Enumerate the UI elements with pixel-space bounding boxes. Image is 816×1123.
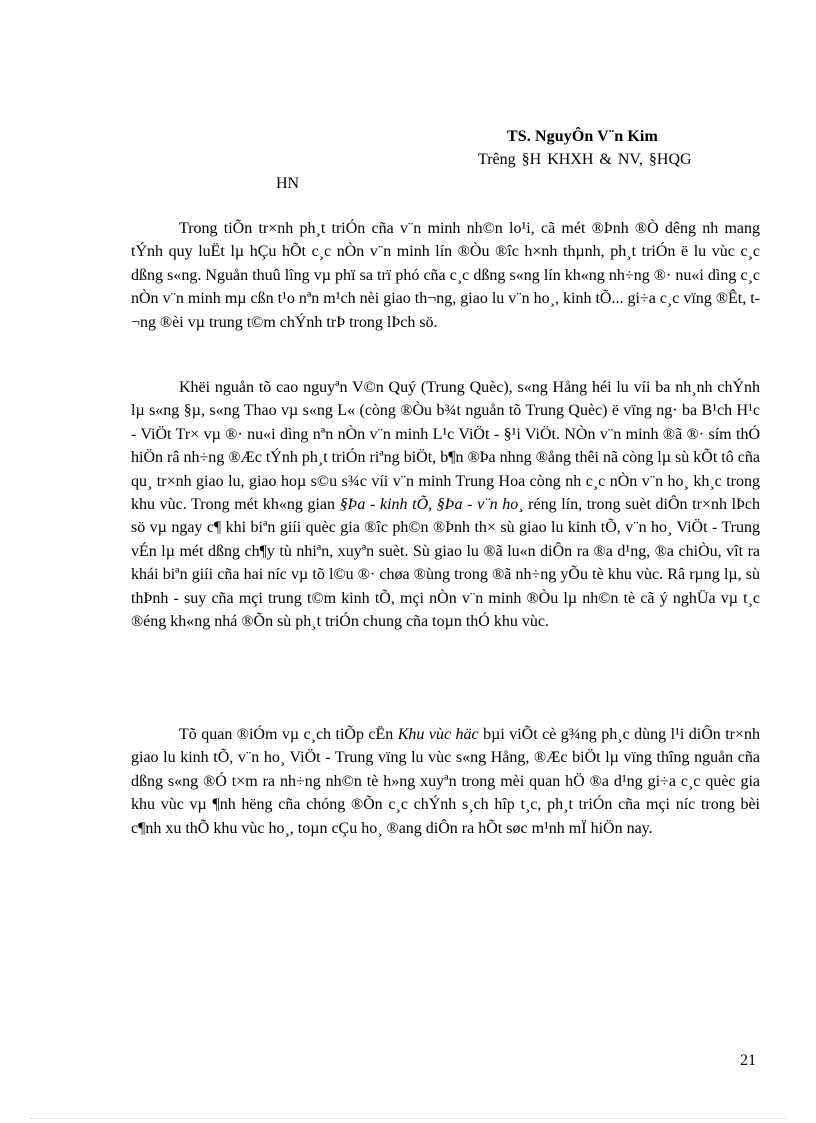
author-affiliation: Trêng §H KHXH & NV, §HQG bbox=[478, 151, 692, 168]
paragraph-1 bbox=[131, 217, 760, 334]
author-name: TS. NguyÔn V¨n Kim bbox=[507, 128, 658, 145]
page-number: 21 bbox=[740, 1052, 756, 1069]
paragraph-1-text: Trong tiÕn tr×nh ph¸t triÓn cña v¨n minh nh©n lo¹i, cã mét ®Þnh ®Ò dêng nh mang tÝnh quy luËt lµ hÇu hÕt c¸c nÒn v¨n minh lín ®Òu ®îc h×nh thµnh, ph¸t triÓn ë lu vùc c¸c dßng s«ng. Nguån thuû lîng vµ phï sa trï phó cña c¸c dßng s«ng lín kh«ng nh÷ng ®· nu«i dìng c¸c nÒn v¨n minh mµ cßn t¹o nªn m¹ch nèi giao th¬ng, giao lu v¨n ho¸, kinh tÕ... gi÷a c¸c vïng ®Êt, t¬ng ®èi vµ trung t©m chÝnh trÞ trong lÞch sö. bbox=[131, 220, 760, 331]
paragraph-3-text-after: bµi viÕt cè g¾ng ph¸c dùng l¹i diÔn tr×nh giao lu kinh tÕ, v¨n ho¸ ViÖt - Trung vïng lu vùc s«ng Hång, ®Æc biÖt lµ vïng thîng nguån cña dßng s«ng ®Ó t×m ra nh÷ng nh©n tè h»ng xuyªn trong mèi quan hÖ ®a d¹ng gi÷a c¸c quèc gia khu vùc vµ ¶nh hëng cña chóng ®Õn c¸c chÝnh s¸ch hîp t¸c, ph¸t triÓn cña mçi níc trong bèi c¶nh xu thÕ khu vùc ho¸, toµn cÇu ho¸ ®ang diÔn ra hÕt søc m¹nh mÏ hiÖn nay. bbox=[131, 726, 761, 837]
paragraph-2-italic-term: §Þa - kinh tÕ, §Þa - v¨n ho¸ bbox=[339, 496, 524, 514]
paragraph-3-text-before: Tõ quan ®iÓm vµ c¸ch tiÕp cËn bbox=[179, 726, 398, 743]
paragraph-3-italic-term: Khu vùc häc bbox=[397, 726, 479, 743]
paragraph-2-text-after: réng lín, trong suèt diÔn tr×nh lÞch sö vµ ngay c¶ khi biªn giíi quèc gia ®îc ph©n ®Þnh th× sù giao lu kinh tÕ, v¨n ho¸ ViÖt - Trung vÉn lµ mét dßng ch¶y tù nhiªn, xuyªn suèt. Sù giao lu ®ã lu«n diÔn ra ®a d¹ng, ®a chiÒu, vît ra khái biªn giíi cña hai níc vµ tõ l©u ®· chøa ®ùng trong ®ã nh÷ng yÕu tè khu vùc. Râ rµng lµ, sù thÞnh - suy cña mçi trung t©m kinh tÕ, mçi nÒn v¨n minh ®Òu lµ nh©n tè cã ý nghÜa vµ t¸c ®éng kh«ng nhá ®Õn sù ph¸t triÓn chung cña toµn thÓ khu vùc. bbox=[131, 496, 761, 631]
author-affiliation-continued: HN bbox=[276, 175, 300, 192]
paragraph-2-text-before: Khëi nguån tõ cao nguyªn V©n Quý (Trung Quèc), s«ng Hång héi lu víi ba nh¸nh chÝnh lµ s«ng §µ, s«ng Thao vµ s«ng L« (còng ®Òu b¾t nguån tõ Trung Quèc) ë vïng ng· ba B¹ch H¹c - ViÖt Tr× vµ ®· nu«i dìng nªn nÒn v¨n minh L¹c ViÖt - §¹i ViÖt. NÒn v¨n minh ®ã ®· sím thÓ hiÖn râ nh÷ng ®Æc tÝnh ph¸t triÓn riªng biÖt, b¶n ®Þa nhng ®ång thêi nã còng lµ sù kÕt tô cña qu¸ tr×nh giao lu, giao hoµ s©u s¾c víi v¨n minh Trung Hoa còng nh c¸c nÒn v¨n ho¸ kh¸c trong khu vùc. Trong mét kh«ng gian bbox=[131, 379, 760, 514]
paragraph-3 bbox=[131, 723, 760, 840]
page-bottom-divider bbox=[30, 1118, 786, 1119]
paragraph-2 bbox=[131, 376, 760, 633]
